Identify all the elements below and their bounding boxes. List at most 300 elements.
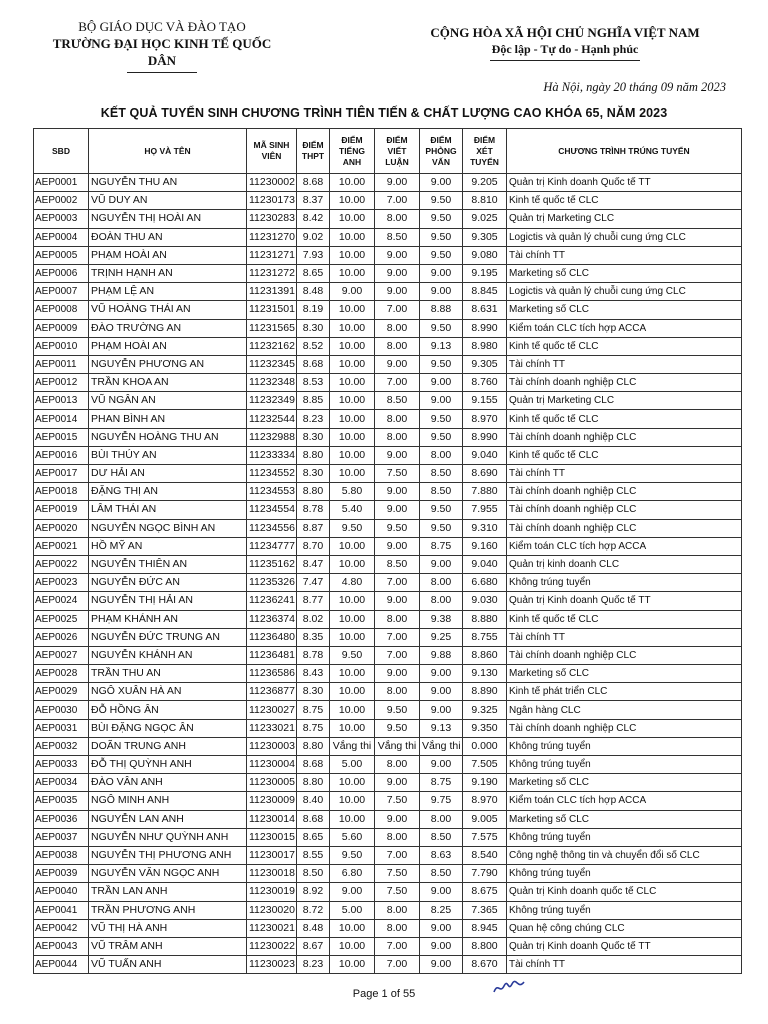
document-title: KẾT QUẢ TUYỂN SINH CHƯƠNG TRÌNH TIÊN TIẾN & CHẤT LƯỢNG CAO KHÓA 65, NĂM 2023 — [100, 106, 668, 120]
name-cell: NGUYỄN HOÀNG THU AN — [89, 428, 247, 446]
essay-score-cell: 7.00 — [375, 846, 420, 864]
sbd-cell: AEP0044 — [34, 956, 89, 974]
interview-score-cell: 8.88 — [420, 301, 463, 319]
name-cell: NGÔ MINH ANH — [89, 792, 247, 810]
admission-score-cell: 9.325 — [463, 701, 507, 719]
thpt-score-cell: 7.93 — [297, 246, 330, 264]
english-score-cell: 10.00 — [330, 246, 375, 264]
sbd-cell: AEP0002 — [34, 192, 89, 210]
admission-score-cell: 7.365 — [463, 901, 507, 919]
name-cell: ĐÀO VÂN ANH — [89, 774, 247, 792]
thpt-score-cell: 8.19 — [297, 301, 330, 319]
thpt-score-cell: 9.02 — [297, 228, 330, 246]
program-cell: Kinh tế quốc tế CLC — [507, 446, 742, 464]
table-row — [34, 264, 742, 282]
motto-underline — [490, 60, 640, 61]
table-row — [34, 555, 742, 573]
essay-score-cell: 9.00 — [375, 537, 420, 555]
essay-score-cell: 8.50 — [375, 228, 420, 246]
interview-score-cell: 9.75 — [420, 792, 463, 810]
sbd-cell: AEP0030 — [34, 701, 89, 719]
program-cell: Tài chính doanh nghiệp CLC — [507, 483, 742, 501]
thpt-score-cell: 8.78 — [297, 646, 330, 664]
essay-score-cell: 9.50 — [375, 519, 420, 537]
program-cell: Tài chính TT — [507, 465, 742, 483]
header-underline — [127, 72, 197, 73]
english-score-cell: 5.00 — [330, 901, 375, 919]
name-cell: ĐỖ THỊ QUỲNH ANH — [89, 756, 247, 774]
thpt-score-cell: 8.85 — [297, 392, 330, 410]
program-cell: Kiểm toán CLC tích hợp ACCA — [507, 319, 742, 337]
essay-score-cell: 7.00 — [375, 574, 420, 592]
english-score-cell: Vắng thi — [330, 737, 375, 755]
name-cell: BÙI ĐẶNG NGỌC ÂN — [89, 719, 247, 737]
sbd-cell: AEP0001 — [34, 174, 89, 192]
program-cell: Không trúng tuyển — [507, 865, 742, 883]
sbd-cell: AEP0017 — [34, 465, 89, 483]
table-row — [34, 337, 742, 355]
program-cell: Tài chính TT — [507, 628, 742, 646]
admission-score-cell: 8.760 — [463, 374, 507, 392]
sbd-cell: AEP0029 — [34, 683, 89, 701]
english-score-cell: 10.00 — [330, 465, 375, 483]
english-score-cell: 10.00 — [330, 683, 375, 701]
essay-score-cell: 9.00 — [375, 483, 420, 501]
sbd-cell: AEP0031 — [34, 719, 89, 737]
column-header: ĐIỂM PHỎNG VẤN — [420, 129, 463, 174]
admission-score-cell: 9.195 — [463, 264, 507, 282]
program-cell: Marketing số CLC — [507, 665, 742, 683]
sbd-cell: AEP0014 — [34, 410, 89, 428]
sbd-cell: AEP0040 — [34, 883, 89, 901]
table-row — [34, 865, 742, 883]
admission-score-cell: 8.970 — [463, 410, 507, 428]
sbd-cell: AEP0007 — [34, 283, 89, 301]
english-score-cell: 5.00 — [330, 756, 375, 774]
interview-score-cell: 9.00 — [420, 555, 463, 573]
sbd-cell: AEP0003 — [34, 210, 89, 228]
name-cell: NGUYỄN NGỌC BÌNH AN — [89, 519, 247, 537]
student-id-cell: 11236480 — [247, 628, 297, 646]
interview-score-cell: 8.50 — [420, 828, 463, 846]
essay-score-cell: 7.00 — [375, 192, 420, 210]
interview-score-cell: 9.00 — [420, 956, 463, 974]
thpt-score-cell: 8.30 — [297, 465, 330, 483]
sbd-cell: AEP0016 — [34, 446, 89, 464]
interview-score-cell: 8.25 — [420, 901, 463, 919]
essay-score-cell: 9.00 — [375, 283, 420, 301]
essay-score-cell: 9.00 — [375, 774, 420, 792]
table-row — [34, 483, 742, 501]
table-row — [34, 537, 742, 555]
program-cell: Tài chính TT — [507, 956, 742, 974]
essay-score-cell: 8.00 — [375, 410, 420, 428]
thpt-score-cell: 8.87 — [297, 519, 330, 537]
table-row — [34, 174, 742, 192]
student-id-cell: 11230173 — [247, 192, 297, 210]
essay-score-cell: 7.00 — [375, 937, 420, 955]
essay-score-cell: 7.00 — [375, 374, 420, 392]
english-score-cell: 10.00 — [330, 701, 375, 719]
sbd-cell: AEP0008 — [34, 301, 89, 319]
thpt-score-cell: 8.68 — [297, 810, 330, 828]
program-cell: Quản trị kinh doanh CLC — [507, 555, 742, 573]
column-header: ĐIỂM VIẾT LUẬN — [375, 129, 420, 174]
table-row — [34, 283, 742, 301]
admission-score-cell: 8.860 — [463, 646, 507, 664]
admission-score-cell: 9.190 — [463, 774, 507, 792]
sbd-cell: AEP0034 — [34, 774, 89, 792]
admission-score-cell: 8.755 — [463, 628, 507, 646]
table-row — [34, 774, 742, 792]
thpt-score-cell: 8.53 — [297, 374, 330, 392]
essay-score-cell: 9.50 — [375, 701, 420, 719]
essay-score-cell: 8.00 — [375, 828, 420, 846]
program-cell: Tài chính TT — [507, 355, 742, 373]
thpt-score-cell: 8.50 — [297, 865, 330, 883]
interview-score-cell: 9.50 — [420, 355, 463, 373]
admission-score-cell: 6.680 — [463, 574, 507, 592]
essay-score-cell: 8.50 — [375, 392, 420, 410]
thpt-score-cell: 8.67 — [297, 937, 330, 955]
essay-score-cell: 8.00 — [375, 919, 420, 937]
english-score-cell: 10.00 — [330, 919, 375, 937]
thpt-score-cell: 8.02 — [297, 610, 330, 628]
interview-score-cell: 9.00 — [420, 174, 463, 192]
english-score-cell: 10.00 — [330, 337, 375, 355]
essay-score-cell: 8.00 — [375, 756, 420, 774]
table-row — [34, 428, 742, 446]
interview-score-cell: 9.00 — [420, 665, 463, 683]
admission-score-cell: 8.810 — [463, 192, 507, 210]
english-score-cell: 10.00 — [330, 301, 375, 319]
interview-score-cell: 9.50 — [420, 519, 463, 537]
admission-score-cell: 9.130 — [463, 665, 507, 683]
student-id-cell: 11231271 — [247, 246, 297, 264]
sbd-cell: AEP0028 — [34, 665, 89, 683]
student-id-cell: 11233021 — [247, 719, 297, 737]
program-cell: Không trúng tuyển — [507, 901, 742, 919]
sbd-cell: AEP0037 — [34, 828, 89, 846]
program-cell: Ngân hàng CLC — [507, 701, 742, 719]
interview-score-cell: 9.13 — [420, 719, 463, 737]
essay-score-cell: Vắng thi — [375, 737, 420, 755]
sbd-cell: AEP0038 — [34, 846, 89, 864]
program-cell: Marketing số CLC — [507, 774, 742, 792]
english-score-cell: 10.00 — [330, 810, 375, 828]
national-header — [400, 24, 730, 61]
program-cell: Quản trị Marketing CLC — [507, 392, 742, 410]
republic-name: CỘNG HÒA XÃ HỘI CHỦ NGHĨA VIỆT NAM — [430, 25, 700, 40]
program-cell: Quản trị Kinh doanh Quốc tế TT — [507, 592, 742, 610]
admission-score-cell: 9.025 — [463, 210, 507, 228]
student-id-cell: 11236241 — [247, 592, 297, 610]
essay-score-cell: 7.00 — [375, 628, 420, 646]
admission-score-cell: 7.955 — [463, 501, 507, 519]
thpt-score-cell: 8.70 — [297, 537, 330, 555]
interview-score-cell: 8.63 — [420, 846, 463, 864]
interview-score-cell: 9.50 — [420, 501, 463, 519]
admission-score-cell: 8.540 — [463, 846, 507, 864]
name-cell: TRẦN THU AN — [89, 665, 247, 683]
admission-score-cell: 8.690 — [463, 465, 507, 483]
interview-score-cell: 9.50 — [420, 228, 463, 246]
sbd-cell: AEP0015 — [34, 428, 89, 446]
admission-score-cell: 7.880 — [463, 483, 507, 501]
sbd-cell: AEP0043 — [34, 937, 89, 955]
english-score-cell: 10.00 — [330, 446, 375, 464]
thpt-score-cell: 8.23 — [297, 956, 330, 974]
admission-score-cell: 9.160 — [463, 537, 507, 555]
admission-score-cell: 8.675 — [463, 883, 507, 901]
essay-score-cell: 9.00 — [375, 174, 420, 192]
table-row — [34, 701, 742, 719]
name-cell: HỒ MỸ AN — [89, 537, 247, 555]
name-cell: ĐẶNG THỊ AN — [89, 483, 247, 501]
sbd-cell: AEP0035 — [34, 792, 89, 810]
program-cell: Kiểm toán CLC tích hợp ACCA — [507, 792, 742, 810]
interview-score-cell: 9.00 — [420, 392, 463, 410]
thpt-score-cell: 8.72 — [297, 901, 330, 919]
english-score-cell: 10.00 — [330, 937, 375, 955]
english-score-cell: 9.00 — [330, 883, 375, 901]
name-cell: TRỊNH HẠNH AN — [89, 264, 247, 282]
name-cell: ĐÀO TRƯỜNG AN — [89, 319, 247, 337]
student-id-cell: 11230014 — [247, 810, 297, 828]
table-row — [34, 828, 742, 846]
table-row — [34, 392, 742, 410]
student-id-cell: 11234777 — [247, 537, 297, 555]
essay-score-cell: 9.00 — [375, 264, 420, 282]
student-id-cell: 11230009 — [247, 792, 297, 810]
sbd-cell: AEP0041 — [34, 901, 89, 919]
program-cell: Kinh tế phát triển CLC — [507, 683, 742, 701]
interview-score-cell: 8.00 — [420, 446, 463, 464]
admission-score-cell: 8.800 — [463, 937, 507, 955]
name-cell: NGUYỄN NHƯ QUỲNH ANH — [89, 828, 247, 846]
essay-score-cell: 8.00 — [375, 337, 420, 355]
program-cell: Kinh tế quốc tế CLC — [507, 410, 742, 428]
university-name: TRƯỜNG ĐẠI HỌC KINH TẾ QUỐC DÂN — [52, 36, 272, 68]
student-id-cell: 11233334 — [247, 446, 297, 464]
table-row — [34, 956, 742, 974]
student-id-cell: 11232349 — [247, 392, 297, 410]
program-cell: Tài chính TT — [507, 246, 742, 264]
interview-score-cell: 9.00 — [420, 937, 463, 955]
english-score-cell: 9.50 — [330, 646, 375, 664]
thpt-score-cell: 8.78 — [297, 501, 330, 519]
admission-score-cell: 9.080 — [463, 246, 507, 264]
english-score-cell: 9.00 — [330, 283, 375, 301]
student-id-cell: 11235162 — [247, 555, 297, 573]
table-row — [34, 610, 742, 628]
interview-score-cell: 8.50 — [420, 483, 463, 501]
student-id-cell: 11236877 — [247, 683, 297, 701]
student-id-cell: 11230004 — [247, 756, 297, 774]
sbd-cell: AEP0010 — [34, 337, 89, 355]
student-id-cell: 11231565 — [247, 319, 297, 337]
table-body — [34, 174, 742, 974]
document-date: Hà Nội, ngày 20 tháng 09 năm 2023 — [543, 80, 726, 94]
sbd-cell: AEP0020 — [34, 519, 89, 537]
program-cell: Marketing số CLC — [507, 301, 742, 319]
student-id-cell: 11234556 — [247, 519, 297, 537]
table-row — [34, 628, 742, 646]
admission-score-cell: 9.205 — [463, 174, 507, 192]
thpt-score-cell: 8.43 — [297, 665, 330, 683]
program-cell: Marketing số CLC — [507, 810, 742, 828]
thpt-score-cell: 8.68 — [297, 756, 330, 774]
english-score-cell: 10.00 — [330, 537, 375, 555]
student-id-cell: 11232988 — [247, 428, 297, 446]
student-id-cell: 11234552 — [247, 465, 297, 483]
program-cell: Công nghệ thông tin và chuyển đổi số CLC — [507, 846, 742, 864]
name-cell: TRẦN PHƯƠNG ANH — [89, 901, 247, 919]
english-score-cell: 10.00 — [330, 264, 375, 282]
name-cell: PHAN BÌNH AN — [89, 410, 247, 428]
program-cell: Tài chính doanh nghiệp CLC — [507, 428, 742, 446]
thpt-score-cell: 8.30 — [297, 428, 330, 446]
name-cell: TRẦN KHOA AN — [89, 374, 247, 392]
student-id-cell: 11236374 — [247, 610, 297, 628]
table-row — [34, 192, 742, 210]
table-row — [34, 228, 742, 246]
name-cell: VŨ HOÀNG THÁI AN — [89, 301, 247, 319]
program-cell: Không trúng tuyển — [507, 737, 742, 755]
admission-score-cell: 7.505 — [463, 756, 507, 774]
essay-score-cell: 9.00 — [375, 355, 420, 373]
sbd-cell: AEP0024 — [34, 592, 89, 610]
sbd-cell: AEP0019 — [34, 501, 89, 519]
name-cell: PHẠM HOÀI AN — [89, 246, 247, 264]
table-row — [34, 519, 742, 537]
english-score-cell: 10.00 — [330, 410, 375, 428]
student-id-cell: 11231501 — [247, 301, 297, 319]
table-row — [34, 246, 742, 264]
admission-score-cell: 9.305 — [463, 228, 507, 246]
english-score-cell: 10.00 — [330, 392, 375, 410]
thpt-score-cell: 8.80 — [297, 446, 330, 464]
essay-score-cell: 9.00 — [375, 446, 420, 464]
table-row — [34, 846, 742, 864]
english-score-cell: 10.00 — [330, 210, 375, 228]
essay-score-cell: 8.00 — [375, 319, 420, 337]
thpt-score-cell: 8.65 — [297, 264, 330, 282]
name-cell: NGUYỄN VĂN NGỌC ANH — [89, 865, 247, 883]
program-cell: Quan hệ công chúng CLC — [507, 919, 742, 937]
column-header: ĐIỂM THPT — [297, 129, 330, 174]
english-score-cell: 10.00 — [330, 956, 375, 974]
essay-score-cell: 8.00 — [375, 610, 420, 628]
program-cell: Quản trị Kinh doanh Quốc tế TT — [507, 174, 742, 192]
student-id-cell: 11232348 — [247, 374, 297, 392]
student-id-cell: 11230019 — [247, 883, 297, 901]
admission-score-cell: 9.310 — [463, 519, 507, 537]
sbd-cell: AEP0026 — [34, 628, 89, 646]
admission-score-cell: 8.631 — [463, 301, 507, 319]
english-score-cell: 10.00 — [330, 192, 375, 210]
name-cell: PHẠM LỆ AN — [89, 283, 247, 301]
program-cell: Quản trị Kinh doanh quốc tế CLC — [507, 883, 742, 901]
ministry-header — [42, 18, 282, 73]
thpt-score-cell: 8.48 — [297, 283, 330, 301]
essay-score-cell: 8.50 — [375, 555, 420, 573]
sbd-cell: AEP0042 — [34, 919, 89, 937]
english-score-cell: 5.80 — [330, 483, 375, 501]
essay-score-cell: 7.50 — [375, 865, 420, 883]
name-cell: DƯ HẢI AN — [89, 465, 247, 483]
english-score-cell: 10.00 — [330, 628, 375, 646]
thpt-score-cell: 8.75 — [297, 701, 330, 719]
thpt-score-cell: 8.35 — [297, 628, 330, 646]
column-header: MÃ SINH VIÊN — [247, 129, 297, 174]
essay-score-cell: 9.00 — [375, 665, 420, 683]
program-cell: Logictis và quản lý chuỗi cung ứng CLC — [507, 283, 742, 301]
thpt-score-cell: 8.52 — [297, 337, 330, 355]
student-id-cell: 11235326 — [247, 574, 297, 592]
interview-score-cell: 9.38 — [420, 610, 463, 628]
program-cell: Quản trị Kinh doanh Quốc tế TT — [507, 937, 742, 955]
english-score-cell: 5.40 — [330, 501, 375, 519]
name-cell: LÂM THÁI AN — [89, 501, 247, 519]
table-row — [34, 355, 742, 373]
thpt-score-cell: 8.37 — [297, 192, 330, 210]
student-id-cell: 11230018 — [247, 865, 297, 883]
thpt-score-cell: 8.42 — [297, 210, 330, 228]
student-id-cell: 11230015 — [247, 828, 297, 846]
student-id-cell: 11230003 — [247, 737, 297, 755]
ministry-name: BỘ GIÁO DỤC VÀ ĐÀO TẠO — [78, 19, 246, 34]
name-cell: NGUYỄN THỊ HẢI AN — [89, 592, 247, 610]
interview-score-cell: 9.00 — [420, 683, 463, 701]
student-id-cell: 11231270 — [247, 228, 297, 246]
program-cell: Logictis và quản lý chuỗi cung ứng CLC — [507, 228, 742, 246]
student-id-cell: 11230021 — [247, 919, 297, 937]
table-row — [34, 683, 742, 701]
admission-score-cell: 8.890 — [463, 683, 507, 701]
essay-score-cell: 7.00 — [375, 646, 420, 664]
interview-score-cell: 9.25 — [420, 628, 463, 646]
thpt-score-cell: 8.30 — [297, 319, 330, 337]
table-row — [34, 901, 742, 919]
table-row — [34, 465, 742, 483]
interview-score-cell: 8.00 — [420, 574, 463, 592]
interview-score-cell: 9.88 — [420, 646, 463, 664]
admission-score-cell: 9.030 — [463, 592, 507, 610]
interview-score-cell: 8.75 — [420, 774, 463, 792]
name-cell: VŨ TRÂM ANH — [89, 937, 247, 955]
table-header-row — [34, 129, 742, 174]
admission-score-cell: 9.350 — [463, 719, 507, 737]
table-row — [34, 937, 742, 955]
table-row — [34, 719, 742, 737]
program-cell: Tài chính doanh nghiệp CLC — [507, 501, 742, 519]
thpt-score-cell: 8.80 — [297, 774, 330, 792]
english-score-cell: 9.50 — [330, 519, 375, 537]
admission-score-cell: 9.005 — [463, 810, 507, 828]
thpt-score-cell: 8.77 — [297, 592, 330, 610]
name-cell: VŨ TUẤN ANH — [89, 956, 247, 974]
essay-score-cell: 7.00 — [375, 956, 420, 974]
interview-score-cell: 9.00 — [420, 374, 463, 392]
sbd-cell: AEP0021 — [34, 537, 89, 555]
interview-score-cell: Vắng thi — [420, 737, 463, 755]
column-header: ĐIỂM TIẾNG ANH — [330, 129, 375, 174]
interview-score-cell: 9.00 — [420, 283, 463, 301]
name-cell: NGUYỄN THỊ HOÀI AN — [89, 210, 247, 228]
english-score-cell: 10.00 — [330, 792, 375, 810]
table-row — [34, 810, 742, 828]
